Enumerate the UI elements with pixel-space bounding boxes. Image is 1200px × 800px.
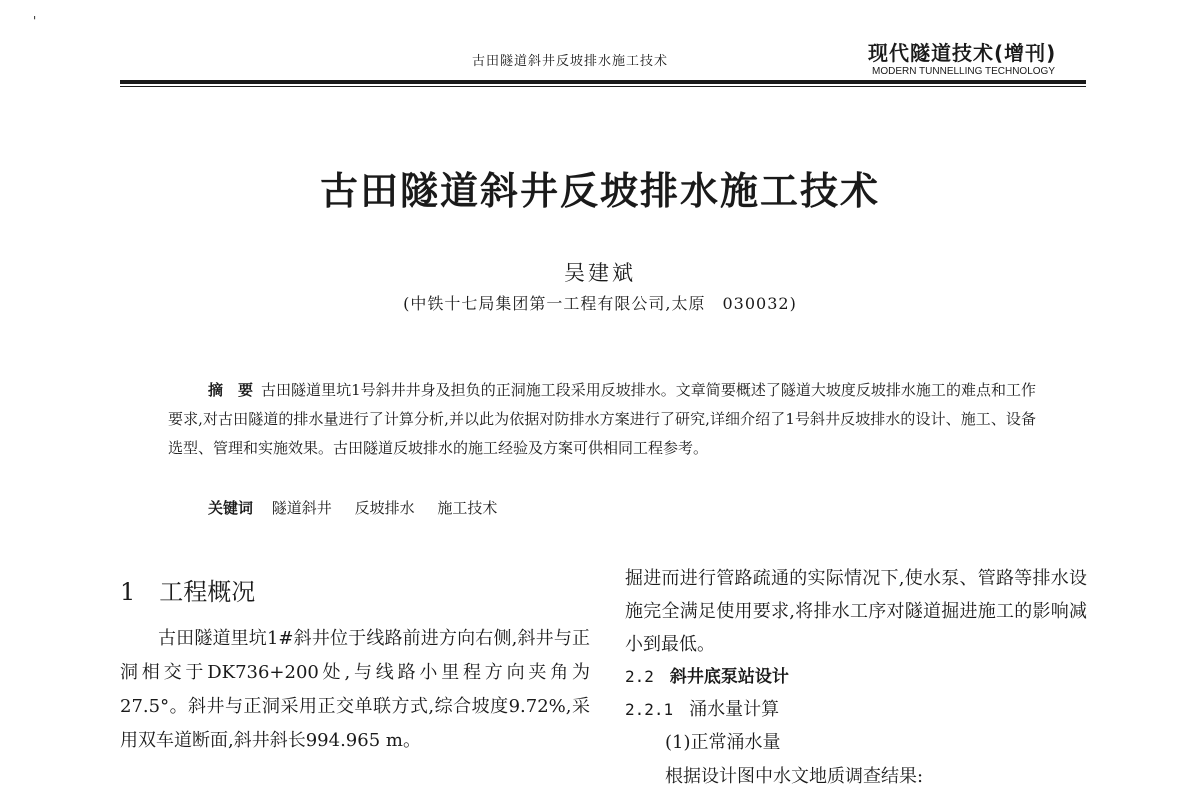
header-rule-thin <box>120 86 1086 87</box>
keyword: 隧道斜井 <box>271 499 332 517</box>
body-line: 根据设计图中水文地质调查结果: <box>665 766 924 787</box>
keyword: 反坡排水 <box>354 499 415 517</box>
left-column <box>120 572 590 758</box>
section-number: 1 <box>120 578 136 606</box>
affiliation: (中铁十七局集团第一工程有限公司,太原 030032) <box>403 294 797 313</box>
author: 吴建斌 <box>564 261 636 285</box>
subsection-title: 斜井底泵站设计 <box>669 667 789 687</box>
keywords <box>208 497 515 518</box>
subsubsection-title: 涌水量计算 <box>689 699 780 720</box>
header-rule-thick <box>120 80 1086 84</box>
keyword: 施工技术 <box>437 499 498 517</box>
abstract-text: 古田隧道里坑1号斜井井身及担负的正洞施工段采用反坡排水。文章简要概述了隧道大坡度反坡排水施工的难点和工作要求,对古田隧道的排水量进行了计算分析,并以此为依据对防排水方案进行了研究,详细介绍了1号斜井反坡排水的设计、施工、设备选型、管理和实施效果。古田隧道反坡排水的施工经验及方案可供相同工程参考。 <box>168 381 1036 457</box>
keywords-label: 关键词 <box>208 499 254 517</box>
subsubsection-number: 2.2.1 <box>625 700 674 719</box>
paper-title: 古田隧道斜井反坡排水施工技术 <box>319 168 880 213</box>
list-item: (1)正常涌水量 <box>665 732 781 753</box>
body-paragraph: 古田隧道里坑1#斜井位于线路前进方向右侧,斜井与正洞相交于DK736+200处,与线路小里程方向夹角为27.5°。斜井与正洞采用正交单联方式,综合坡度9.72%,采用双车道断面,斜井斜长994.965 m。 <box>120 628 590 751</box>
subsection-heading <box>625 661 1087 693</box>
section-heading <box>120 572 590 612</box>
section-title: 工程概况 <box>159 578 256 606</box>
abstract <box>168 376 1036 463</box>
right-column <box>625 562 1087 794</box>
subsection-number: 2.2 <box>625 667 654 686</box>
subsubsection-heading <box>625 693 1087 726</box>
abstract-label: 摘 要 <box>208 381 254 399</box>
margin-mark: ' <box>33 14 37 28</box>
continuation-paragraph: 掘进而进行管路疏通的实际情况下,使水泵、管路等排水设施完全满足使用要求,将排水工序对隧道掘进施工的影响减小到最低。 <box>625 568 1087 655</box>
journal-name-en: MODERN TUNNELLING TECHNOLOGY <box>872 66 1055 77</box>
running-title: 古田隧道斜井反坡排水施工技术 <box>472 54 669 69</box>
journal-name-cn: 现代隧道技术(增刊) <box>868 41 1057 65</box>
